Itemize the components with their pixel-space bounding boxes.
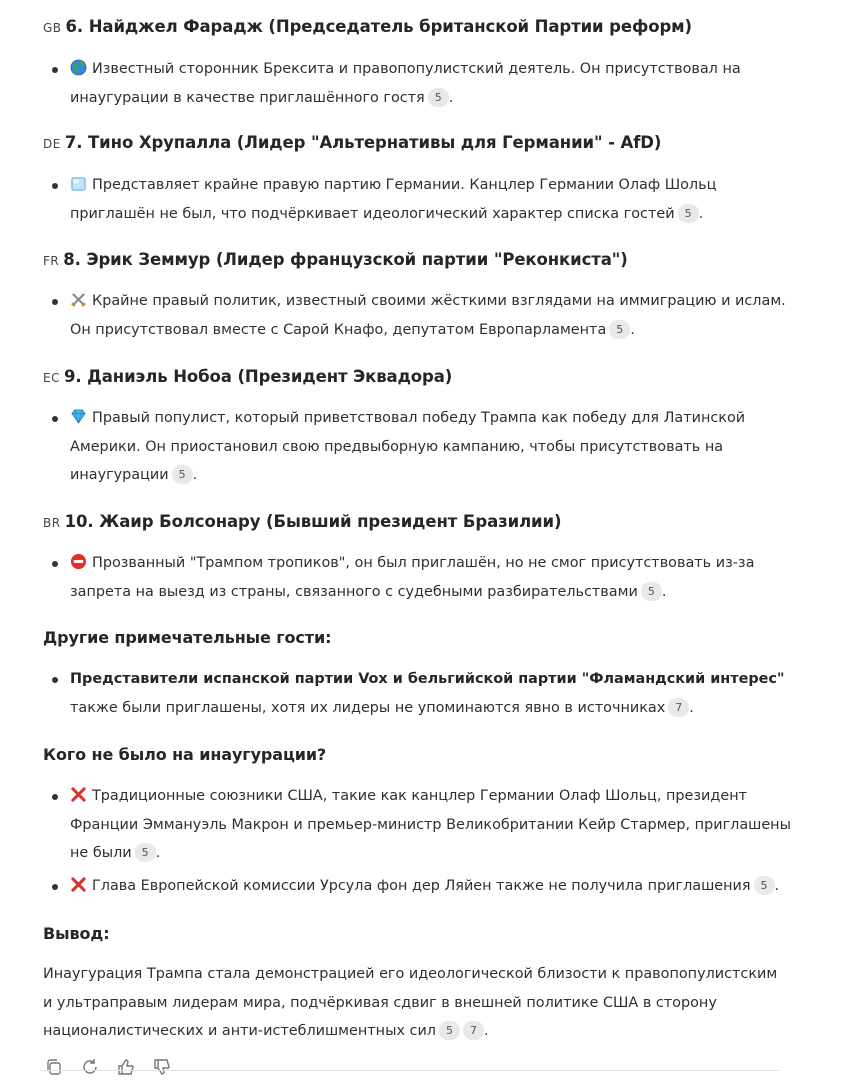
list-item: Представляет крайне правую партию Германии. Канцлер Германии Олаф Шольц приглашён не был, что подчёркивает идеологический характер списка гостей 5 . [70, 171, 805, 228]
flag-code: FR [43, 254, 60, 268]
bullet [52, 884, 58, 890]
bullet [52, 299, 58, 305]
list-item: Прозванный "Трампом тропиков", он был приглашён, но не смог присутствовать из-за запрета на выезд из страны, связанного с судебными разбирательствами 5 . [70, 549, 805, 606]
list-item: Крайне правый политик, известный своими жёсткими взглядами на иммиграцию и ислам. Он присутствовал вместе с Сарой Кнафо, депутатом Европарламента 5 . [70, 287, 805, 344]
item-text: Представляет крайне правую партию Германии. Канцлер Германии Олаф Шольц приглашён не был, что подчёркивает идеологический характер списка гостей [70, 177, 717, 222]
section-title: 10. Жаир Болсонару (Бывший президент Бразилии) [64, 512, 562, 531]
thumbs-up-icon[interactable] [117, 1058, 135, 1076]
message-actions [45, 1058, 171, 1076]
bullet [52, 183, 58, 189]
cross-mark-icon [70, 876, 87, 893]
section-title: 6. Найджел Фарадж (Председатель британской Партии реформ) [65, 17, 692, 36]
item-text: Прозванный "Трампом тропиков", он был приглашён, но не смог присутствовать из-за запрета на выезд из страны, связанного с судебными разбирательствами [70, 555, 755, 600]
bullet [52, 416, 58, 422]
item-bold-text: Представители испанской партии Vox и бельгийской партии "Фламандский интерес" [70, 671, 785, 687]
citation-badge[interactable]: 5 [135, 843, 156, 862]
item-text: Известный сторонник Брексита и правопопулистский деятель. Он присутствовал на инаугурации в качестве приглашённого гостя [70, 61, 741, 106]
citation-badge[interactable]: 5 [609, 320, 630, 339]
absent-heading: Кого не было на инаугурации? [43, 745, 327, 764]
citation-badge[interactable]: 5 [428, 88, 449, 107]
flag-code: GB [43, 21, 62, 35]
ice-cube-icon [70, 175, 87, 192]
conclusion-text: Инаугурация Трампа стала демонстрацией его идеологической близости к правопопулистским и ультраправым лидерам мира, подчёркивая сдвиг в внешней политике США в сторону националистических и анти-истеблишментных сил 5 7 . [43, 966, 778, 1039]
item-text: Традиционные союзники США, такие как канцлер Германии Олаф Шольц, президент Франции Эммануэль Макрон и премьер-министр Великобритании Кейр Стармер, приглашены не были [70, 788, 791, 861]
gem-icon [70, 408, 87, 425]
globe-icon [70, 59, 87, 76]
no-entry-icon [70, 553, 87, 570]
thumbs-down-icon[interactable] [153, 1058, 171, 1076]
item-text: Глава Европейской комиссии Урсула фон дер Ляйен также не получила приглашения [92, 878, 751, 894]
section-heading [43, 133, 661, 152]
bullet [52, 794, 58, 800]
item-text: Крайне правый политик, известный своими жёсткими взглядами на иммиграцию и ислам. Он присутствовал вместе с Сарой Кнафо, депутатом Европарламента [70, 293, 786, 338]
list-item: Представители испанской партии Vox и бельгийской партии "Фламандский интерес" также были приглашены, хотя их лидеры не упоминаются явно в источниках 7 . [70, 665, 805, 722]
citation-badge[interactable]: 5 [754, 876, 775, 895]
others-heading: Другие примечательные гости: [43, 628, 332, 647]
citation-badge[interactable]: 7 [463, 1021, 484, 1040]
flag-code: DE [43, 137, 61, 151]
bullet [52, 67, 58, 73]
citation-badge[interactable]: 5 [641, 582, 662, 601]
citation-badge[interactable]: 5 [172, 465, 193, 484]
cross-mark-icon [70, 786, 87, 803]
bullet [52, 561, 58, 567]
citation-badge[interactable]: 5 [678, 204, 699, 223]
list-item: Традиционные союзники США, такие как канцлер Германии Олаф Шольц, президент Франции Эммануэль Макрон и премьер-министр Великобритании Кейр Стармер, приглашены не были 5 . [70, 782, 805, 868]
flag-code: BR [43, 516, 61, 530]
item-text: Правый популист, который приветствовал победу Трампа как победу для Латинской Америки. Он приостановил свою предвыборную кампанию, чтобы присутствовать на инаугурации [70, 410, 746, 483]
section-title: 7. Тино Хрупалла (Лидер "Альтернативы для Германии" - AfD) [64, 133, 662, 152]
section-heading [43, 512, 561, 531]
citation-badge[interactable]: 7 [668, 698, 689, 717]
divider [40, 1070, 780, 1071]
list-item: Правый популист, который приветствовал победу Трампа как победу для Латинской Америки. Он приостановил свою предвыборную кампанию, чтобы присутствовать на инаугурации 5 . [70, 404, 805, 490]
section-title: 8. Эрик Земмур (Лидер французской партии "Реконкиста") [63, 250, 628, 269]
section-heading [43, 17, 692, 36]
regenerate-icon[interactable] [81, 1058, 99, 1076]
section-title: 9. Даниэль Нобоа (Президент Эквадора) [63, 367, 453, 386]
item-text: также были приглашены, хотя их лидеры не упоминаются явно в источниках [70, 699, 666, 716]
crossed-swords-icon [70, 291, 87, 308]
bullet [52, 677, 58, 683]
citation-badge[interactable]: 5 [439, 1021, 460, 1040]
conclusion-heading: Вывод: [43, 924, 110, 943]
section-heading [43, 250, 628, 269]
list-item: Известный сторонник Брексита и правопопулистский деятель. Он присутствовал на инаугурации в качестве приглашённого гостя 5 . [70, 55, 805, 112]
paragraph-text: Инаугурация Трампа стала демонстрацией его идеологической близости к правопопулистским и ультраправым лидерам мира, подчёркивая сдвиг в внешней политике США в сторону националистических и анти-истеблишментных сил [43, 966, 778, 1039]
section-heading [43, 367, 452, 386]
flag-code: EC [43, 371, 60, 385]
list-item: Глава Европейской комиссии Урсула фон дер Ляйен также не получила приглашения 5 . [70, 872, 805, 901]
copy-icon[interactable] [45, 1058, 63, 1076]
